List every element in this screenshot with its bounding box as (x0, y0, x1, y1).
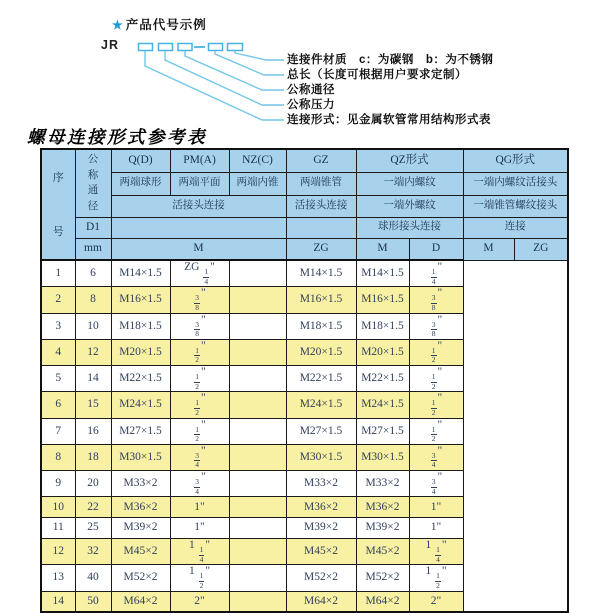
header-union-connect: 活接头连接 (111, 195, 286, 217)
cell-qg-m: M52×2 (356, 565, 409, 591)
cell-m-thread: M30×1.5 (111, 444, 170, 470)
cell-qg-m: M45×2 (356, 539, 409, 565)
cell-serial: 9 (41, 471, 75, 497)
cell-m-thread: M36×2 (111, 497, 170, 518)
cell-m-thread: M18×1.5 (111, 313, 170, 339)
cell-qz-d: M52×2 (286, 565, 356, 591)
cell-qg-m: M20×1.5 (356, 339, 409, 365)
cell-qz-d: M14×1.5 (286, 260, 356, 287)
header-row-end-types (41, 172, 568, 195)
cell-qz-d: M36×2 (286, 497, 356, 518)
cell-dn-mm: 50 (75, 591, 111, 612)
header-m-label: M (111, 238, 286, 260)
cell-serial: 14 (41, 591, 75, 612)
table-title: 螺母连接形式参考表 (27, 127, 207, 147)
cell-qz-m (229, 565, 286, 591)
cell-gz-taper: $\frac{3}{8}$ " (170, 313, 229, 339)
cell-qz-m (229, 444, 286, 470)
header-qz-sub2: 一端外螺纹 (356, 195, 463, 217)
diagram-label-material: 连接件材质 c：为碳钢 b：为不锈钢 (287, 53, 494, 66)
cell-serial: 5 (41, 366, 75, 392)
connector-lines (145, 51, 284, 120)
cell-m-thread: M20×1.5 (111, 339, 170, 365)
table-row (41, 260, 568, 287)
header-blank-left (111, 217, 286, 238)
cell-qg-m: M24×1.5 (356, 392, 409, 418)
code-box-icons (139, 44, 243, 51)
cell-qz-m (229, 339, 286, 365)
header-q-code: Q(D) (111, 149, 170, 172)
cell-qg-zg: $\frac{3}{8}$ " (409, 287, 463, 313)
star-icon: ★ (112, 18, 124, 32)
nut-connection-reference-table (40, 148, 569, 613)
header-d1: D1 (75, 217, 111, 238)
cell-qg-zg: $\frac{1}{2}$ " (409, 366, 463, 392)
cell-qg-m: M14×1.5 (356, 260, 409, 287)
cell-gz-taper: $\frac{3}{4}$ " (170, 444, 229, 470)
table-row (41, 392, 568, 418)
cell-m-thread: M22×1.5 (111, 366, 170, 392)
cell-qz-m (229, 392, 286, 418)
cell-qg-zg: $\frac{3}{4}$ " (409, 471, 463, 497)
cell-m-thread: M39×2 (111, 518, 170, 539)
header-serial: 序号 (41, 149, 75, 260)
cell-qg-zg: $\frac{1}{2}$ " (409, 339, 463, 365)
table-row (41, 287, 568, 313)
header-qg-code: QG形式 (463, 149, 568, 172)
cell-qz-d: M16×1.5 (286, 287, 356, 313)
cell-qz-d: M24×1.5 (286, 392, 356, 418)
cell-dn-mm: 18 (75, 444, 111, 470)
table-row (41, 565, 568, 591)
header-row-codes (41, 149, 568, 172)
cell-qz-d: M30×1.5 (286, 444, 356, 470)
header-gz-code: GZ (286, 149, 356, 172)
cell-m-thread: M16×1.5 (111, 287, 170, 313)
cell-dn-mm: 32 (75, 539, 111, 565)
header-qz-code: QZ形式 (356, 149, 463, 172)
table-row (41, 518, 568, 539)
cell-qg-zg: $\frac{3}{4}$ " (409, 444, 463, 470)
table-body (41, 260, 568, 612)
cell-qz-m (229, 497, 286, 518)
cell-dn-mm: 12 (75, 339, 111, 365)
cell-qz-m (229, 313, 286, 339)
cell-qz-m (229, 418, 286, 444)
table-row (41, 366, 568, 392)
cell-dn-mm: 25 (75, 518, 111, 539)
cell-gz-taper: ZG $\frac{1}{4}$ " (170, 260, 229, 287)
cell-gz-taper: 1 $\frac{1}{2}$ " (170, 565, 229, 591)
cell-m-thread: M64×2 (111, 591, 170, 612)
table-header (41, 149, 568, 260)
cell-qg-m: M64×2 (356, 591, 409, 612)
header-q-sub: 两端球形 (111, 172, 170, 195)
cell-qg-zg: 2" (409, 591, 463, 612)
cell-dn-mm: 8 (75, 287, 111, 313)
cell-qz-m (229, 591, 286, 612)
cell-gz-taper: 2" (170, 591, 229, 612)
cell-qg-m: M16×1.5 (356, 287, 409, 313)
table-row (41, 591, 568, 612)
table-row (41, 497, 568, 518)
cell-qz-d: M27×1.5 (286, 418, 356, 444)
header-qg-sub2: 一端锥管螺纹接头 (463, 195, 568, 217)
cell-dn-mm: 40 (75, 565, 111, 591)
cell-qz-d: M20×1.5 (286, 339, 356, 365)
cell-qg-m: M33×2 (356, 471, 409, 497)
cell-gz-taper: $\frac{1}{2}$ " (170, 418, 229, 444)
header-qg-unit-zg: ZG (514, 238, 568, 260)
cell-qg-zg: 1" (409, 518, 463, 539)
cell-serial: 8 (41, 444, 75, 470)
header-nz-sub: 两端内锥 (229, 172, 286, 195)
table-row (41, 418, 568, 444)
cell-dn-mm: 20 (75, 471, 111, 497)
header-row-units (41, 238, 568, 260)
cell-qz-d: M18×1.5 (286, 313, 356, 339)
cell-qz-m (229, 366, 286, 392)
header-row-d1 (41, 217, 568, 238)
header-nz-code: NZ(C) (229, 149, 286, 172)
cell-serial: 10 (41, 497, 75, 518)
diagram-label-total-length: 总长（长度可根据用户要求定制） (287, 68, 467, 81)
cell-serial: 1 (41, 260, 75, 287)
cell-gz-taper: $\frac{1}{2}$ " (170, 366, 229, 392)
header-qg-sub: 一端内螺纹活接头 (463, 172, 568, 195)
table-row (41, 339, 568, 365)
product-code-prefix: JR (101, 38, 119, 52)
cell-serial: 12 (41, 539, 75, 565)
header-qz-sub: 一端内螺纹 (356, 172, 463, 195)
header-qz-unit-d: D (409, 238, 463, 260)
table-row (41, 471, 568, 497)
cell-gz-taper: 1 $\frac{1}{4}$ " (170, 539, 229, 565)
header-qg-sub3: 连接 (463, 217, 568, 238)
cell-dn-mm: 10 (75, 313, 111, 339)
header-nominal-diameter: 公称通径 (75, 149, 111, 217)
cell-qg-zg: 1" (409, 497, 463, 518)
cell-serial: 7 (41, 418, 75, 444)
header-qz-sub3: 球形接头连接 (356, 217, 463, 238)
header-qg-unit-m: M (463, 238, 514, 260)
cell-m-thread: M52×2 (111, 565, 170, 591)
cell-qz-d: M33×2 (286, 471, 356, 497)
cell-dn-mm: 16 (75, 418, 111, 444)
diagram-label-nominal-press: 公称压力 (287, 98, 335, 111)
cell-qg-zg: $\frac{1}{2}$ " (409, 418, 463, 444)
cell-qg-m: M18×1.5 (356, 313, 409, 339)
cell-qg-m: M30×1.5 (356, 444, 409, 470)
cell-qg-zg: 1 $\frac{1}{2}$ " (409, 565, 463, 591)
cell-gz-taper: $\frac{3}{4}$ " (170, 471, 229, 497)
cell-gz-taper: $\frac{3}{8}$ " (170, 287, 229, 313)
cell-serial: 4 (41, 339, 75, 365)
cell-m-thread: M27×1.5 (111, 418, 170, 444)
cell-qg-m: M39×2 (356, 518, 409, 539)
cell-m-thread: M14×1.5 (111, 260, 170, 287)
cell-qg-zg: $\frac{1}{4}$ " (409, 260, 463, 287)
header-gz-sub2: 活接头连接 (286, 195, 356, 217)
cell-gz-taper: $\frac{1}{2}$ " (170, 339, 229, 365)
cell-qz-m (229, 287, 286, 313)
cell-qg-m: M27×1.5 (356, 418, 409, 444)
cell-gz-taper: 1" (170, 497, 229, 518)
cell-qz-d: M22×1.5 (286, 366, 356, 392)
cell-serial: 11 (41, 518, 75, 539)
cell-gz-taper: 1" (170, 518, 229, 539)
cell-qz-d: M64×2 (286, 591, 356, 612)
cell-serial: 13 (41, 565, 75, 591)
cell-qz-m (229, 471, 286, 497)
cell-dn-mm: 6 (75, 260, 111, 287)
header-row-connection (41, 195, 568, 217)
cell-qz-d: M39×2 (286, 518, 356, 539)
cell-qg-zg: 1 $\frac{1}{4}$ " (409, 539, 463, 565)
header-blank-gz (286, 217, 356, 238)
diagram-label-connect-form: 连接形式：见金属软管常用结构形式表 (287, 113, 491, 126)
cell-gz-taper: $\frac{1}{2}$ " (170, 392, 229, 418)
header-pm-sub: 两端平面 (170, 172, 229, 195)
cell-serial: 3 (41, 313, 75, 339)
diagram-label-nominal-dia: 公称通径 (287, 83, 335, 96)
cell-m-thread: M33×2 (111, 471, 170, 497)
header-pm-code: PM(A) (170, 149, 229, 172)
cell-qg-zg: $\frac{1}{2}$ " (409, 392, 463, 418)
table-row (41, 539, 568, 565)
cell-qz-m (229, 518, 286, 539)
cell-serial: 2 (41, 287, 75, 313)
cell-m-thread: M24×1.5 (111, 392, 170, 418)
cell-qz-m (229, 260, 286, 287)
header-mm: mm (75, 238, 111, 260)
diagram-heading-text: 产品代号示例 (125, 18, 207, 32)
cell-dn-mm: 22 (75, 497, 111, 518)
cell-dn-mm: 14 (75, 366, 111, 392)
cell-qz-m (229, 539, 286, 565)
header-gz-unit: ZG (286, 238, 356, 260)
table-row (41, 313, 568, 339)
cell-serial: 6 (41, 392, 75, 418)
header-qz-unit-m: M (356, 238, 409, 260)
cell-qg-zg: $\frac{3}{8}$ " (409, 313, 463, 339)
cell-m-thread: M45×2 (111, 539, 170, 565)
cell-qg-m: M22×1.5 (356, 366, 409, 392)
cell-qg-m: M36×2 (356, 497, 409, 518)
cell-dn-mm: 15 (75, 392, 111, 418)
header-gz-sub: 两端锥管 (286, 172, 356, 195)
cell-qz-d: M45×2 (286, 539, 356, 565)
table-row (41, 444, 568, 470)
